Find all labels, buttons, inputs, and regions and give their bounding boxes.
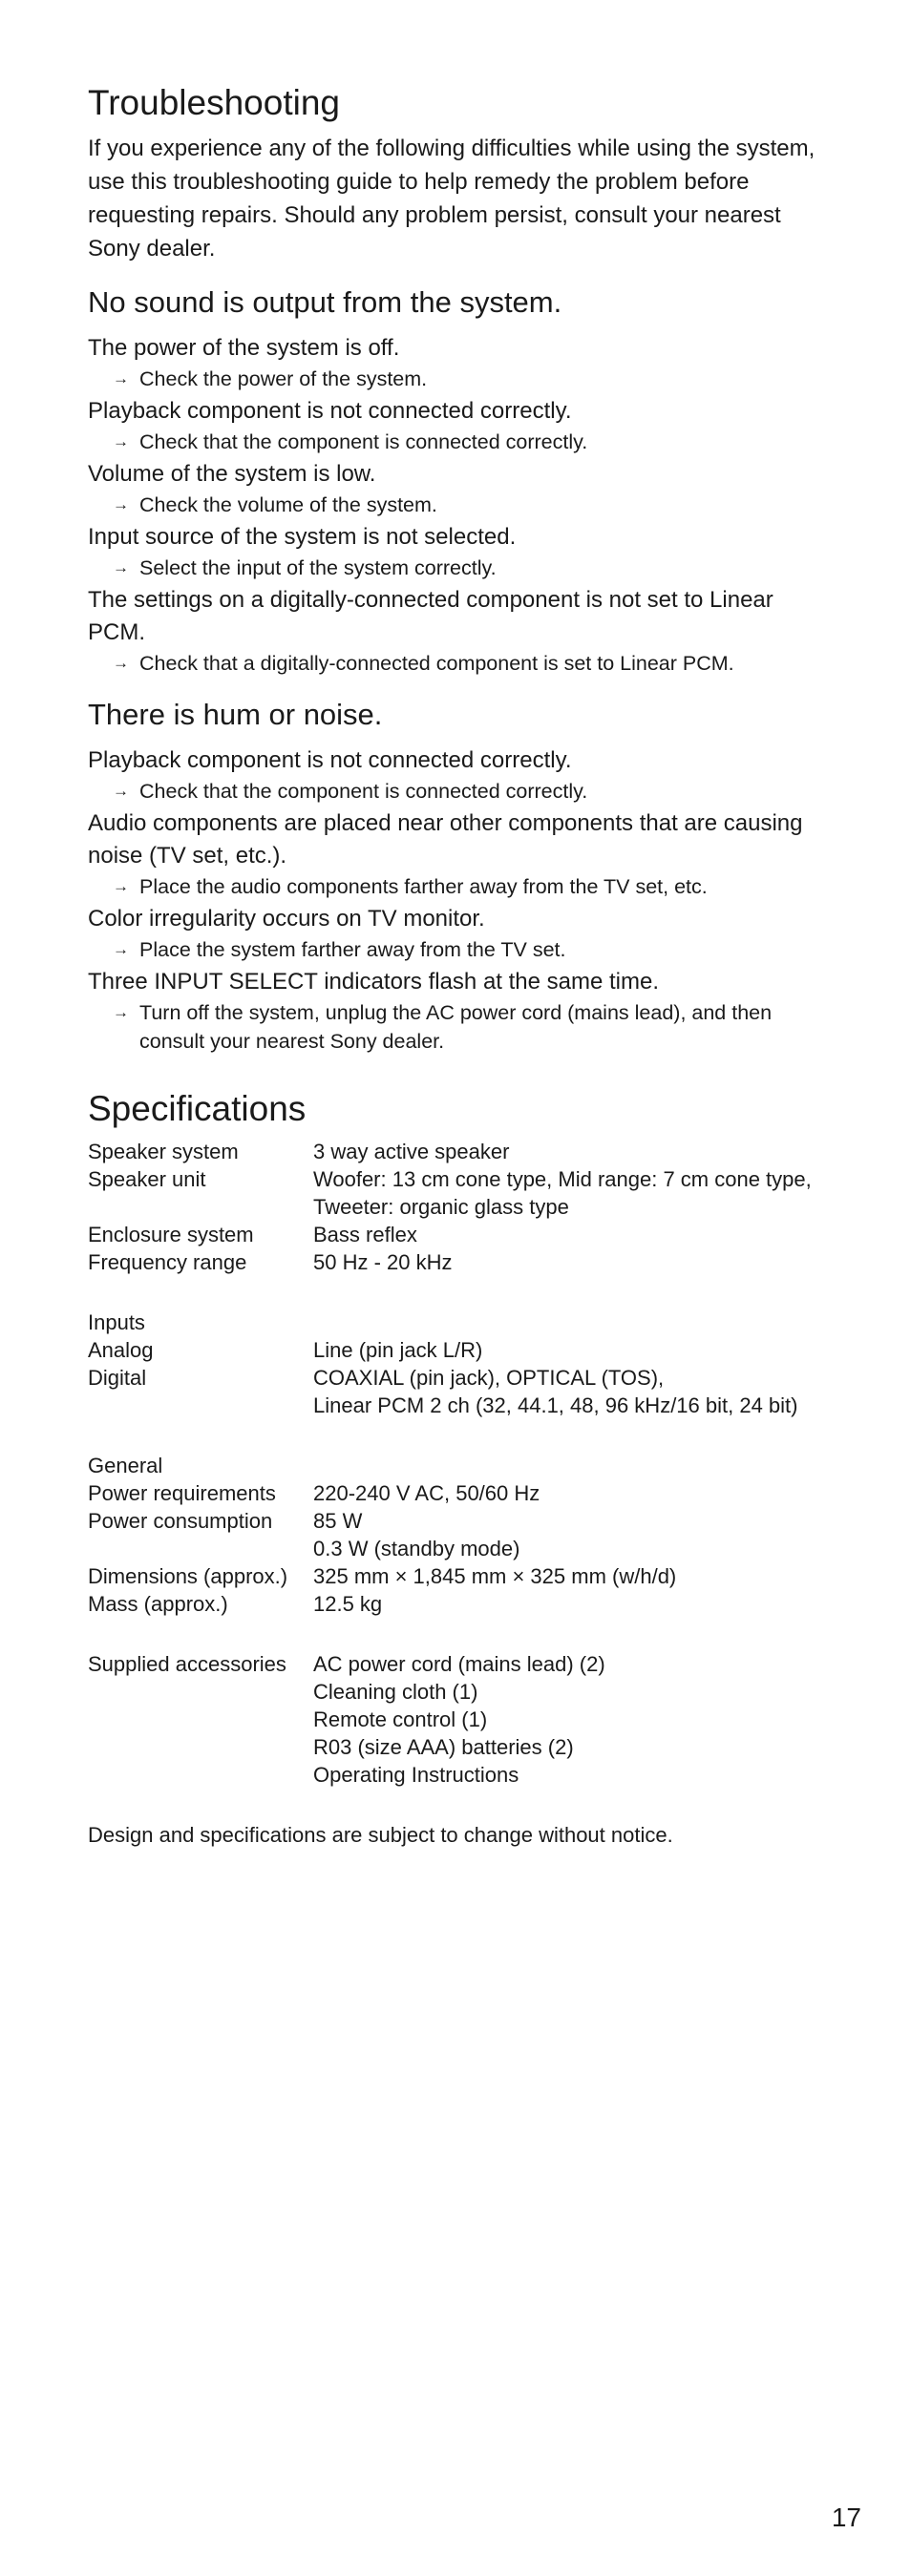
specifications-title: Specifications	[88, 1089, 307, 1128]
spec-row	[88, 1562, 833, 1590]
arrow-right-icon: →	[113, 940, 129, 958]
problem-text: Three INPUT SELECT indicators flash at the same time.	[88, 969, 660, 995]
spec-row	[88, 1248, 833, 1276]
spec-spacer	[88, 1276, 833, 1309]
manual-page	[88, 82, 833, 1849]
remedy-item	[88, 365, 833, 393]
arrow-right-icon: →	[113, 1003, 129, 1021]
spec-row	[88, 1452, 833, 1479]
troubleshooting-section	[88, 284, 833, 678]
spec-row	[88, 1165, 833, 1221]
troubleshooting-section	[88, 697, 833, 1056]
arrow-right-icon: →	[113, 877, 129, 895]
spec-value: 220-240 V AC, 50/60 Hz	[313, 1481, 540, 1505]
remedy-text: Place the audio components farther away from the TV set, etc.	[139, 875, 708, 898]
spec-value: Line (pin jack L/R)	[313, 1338, 483, 1362]
remedy-item	[88, 491, 833, 519]
remedy-item	[88, 935, 833, 964]
spec-value: 3 way active speaker	[313, 1140, 510, 1163]
spec-label: Speaker system	[88, 1140, 239, 1163]
remedy-item	[88, 649, 833, 678]
spec-row	[88, 1364, 833, 1419]
section-heading: No sound is output from the system.	[88, 285, 562, 319]
spec-label: Analog	[88, 1338, 154, 1362]
spec-row	[88, 1590, 833, 1618]
spec-row	[88, 1336, 833, 1364]
remedy-item	[88, 998, 833, 1056]
problem-text: Color irregularity occurs on TV monitor.	[88, 906, 485, 932]
remedy-item	[88, 428, 833, 456]
problem-text: Audio components are placed near other components that are causing noise (TV set, etc.).	[88, 810, 803, 869]
arrow-right-icon: →	[113, 432, 129, 450]
remedy-text: Place the system farther away from the TV set.	[139, 938, 566, 961]
spec-value: 50 Hz - 20 kHz	[313, 1250, 453, 1274]
spec-row	[88, 1138, 833, 1165]
spec-row	[88, 1221, 833, 1248]
spec-spacer	[88, 1419, 833, 1452]
spec-value: 85 W 0.3 W (standby mode)	[313, 1509, 520, 1560]
troubleshooting-intro: If you experience any of the following difficulties while using the system, use this troubleshooting guide to help remedy the problem before requesting repairs. Should any problem persist, consult your nearest Sony dealer.	[88, 136, 816, 262]
remedy-text: Check the volume of the system.	[139, 493, 437, 516]
spec-row	[88, 1309, 833, 1336]
remedy-item	[88, 872, 833, 901]
spec-label: Supplied accessories	[88, 1652, 286, 1676]
arrow-right-icon: →	[113, 495, 129, 513]
remedy-text: Turn off the system, unplug the AC power cord (mains lead), and then consult your nearest Sony dealer.	[139, 1001, 773, 1053]
spec-label: Power consumption	[88, 1509, 273, 1533]
arrow-right-icon: →	[113, 369, 129, 387]
problem-text: Playback component is not connected correctly.	[88, 747, 572, 773]
spec-label: Dimensions (approx.)	[88, 1564, 288, 1588]
troubleshooting-title: Troubleshooting	[88, 83, 340, 122]
spec-value	[313, 1452, 833, 1479]
spec-label: Inputs	[88, 1310, 145, 1334]
page-number: 17	[831, 2503, 861, 2532]
spec-label: Speaker unit	[88, 1167, 206, 1191]
problem-text: The settings on a digitally-connected component is not set to Linear PCM.	[88, 587, 773, 645]
arrow-right-icon: →	[113, 654, 129, 672]
spec-value	[313, 1309, 833, 1336]
problem-text: The power of the system is off.	[88, 335, 400, 361]
problem-text: Volume of the system is low.	[88, 461, 376, 487]
spec-spacer	[88, 1618, 833, 1650]
remedy-text: Select the input of the system correctly.	[139, 556, 497, 579]
spec-row	[88, 1507, 833, 1562]
section-heading: There is hum or noise.	[88, 698, 383, 731]
spec-value: Woofer: 13 cm cone type, Mid range: 7 cm cone type, Tweeter: organic glass type	[313, 1167, 812, 1219]
spec-row	[88, 1479, 833, 1507]
spec-value: 12.5 kg	[313, 1592, 383, 1616]
remedy-item	[88, 554, 833, 582]
spec-value: AC power cord (mains lead) (2) Cleaning cloth (1) Remote control (1) R03 (size AAA) batteries (2) Operating Instructions	[313, 1652, 605, 1787]
spec-label: Mass (approx.)	[88, 1592, 228, 1616]
remedy-text: Check that a digitally-connected component is set to Linear PCM.	[139, 652, 734, 675]
spec-row	[88, 1650, 833, 1789]
arrow-right-icon: →	[113, 558, 129, 576]
spec-value: 325 mm × 1,845 mm × 325 mm (w/h/d)	[313, 1564, 677, 1588]
spec-label: Frequency range	[88, 1250, 247, 1274]
arrow-right-icon: →	[113, 782, 129, 800]
spec-label: General	[88, 1454, 163, 1477]
spec-label: Power requirements	[88, 1481, 276, 1505]
specifications-note: Design and specifications are subject to change without notice.	[88, 1823, 673, 1847]
spec-value: Bass reflex	[313, 1223, 417, 1246]
troubleshooting-sections	[88, 284, 833, 1056]
problem-text: Input source of the system is not selected.	[88, 524, 517, 550]
remedy-item	[88, 777, 833, 806]
specifications-table	[88, 1138, 833, 1789]
remedy-text: Check that the component is connected correctly.	[139, 430, 588, 453]
remedy-text: Check the power of the system.	[139, 367, 428, 390]
spec-value: COAXIAL (pin jack), OPTICAL (TOS), Linear PCM 2 ch (32, 44.1, 48, 96 kHz/16 bit, 24 bit)	[313, 1366, 798, 1417]
spec-label: Digital	[88, 1366, 147, 1390]
remedy-text: Check that the component is connected correctly.	[139, 780, 588, 803]
spec-label: Enclosure system	[88, 1223, 254, 1246]
problem-text: Playback component is not connected correctly.	[88, 398, 572, 424]
